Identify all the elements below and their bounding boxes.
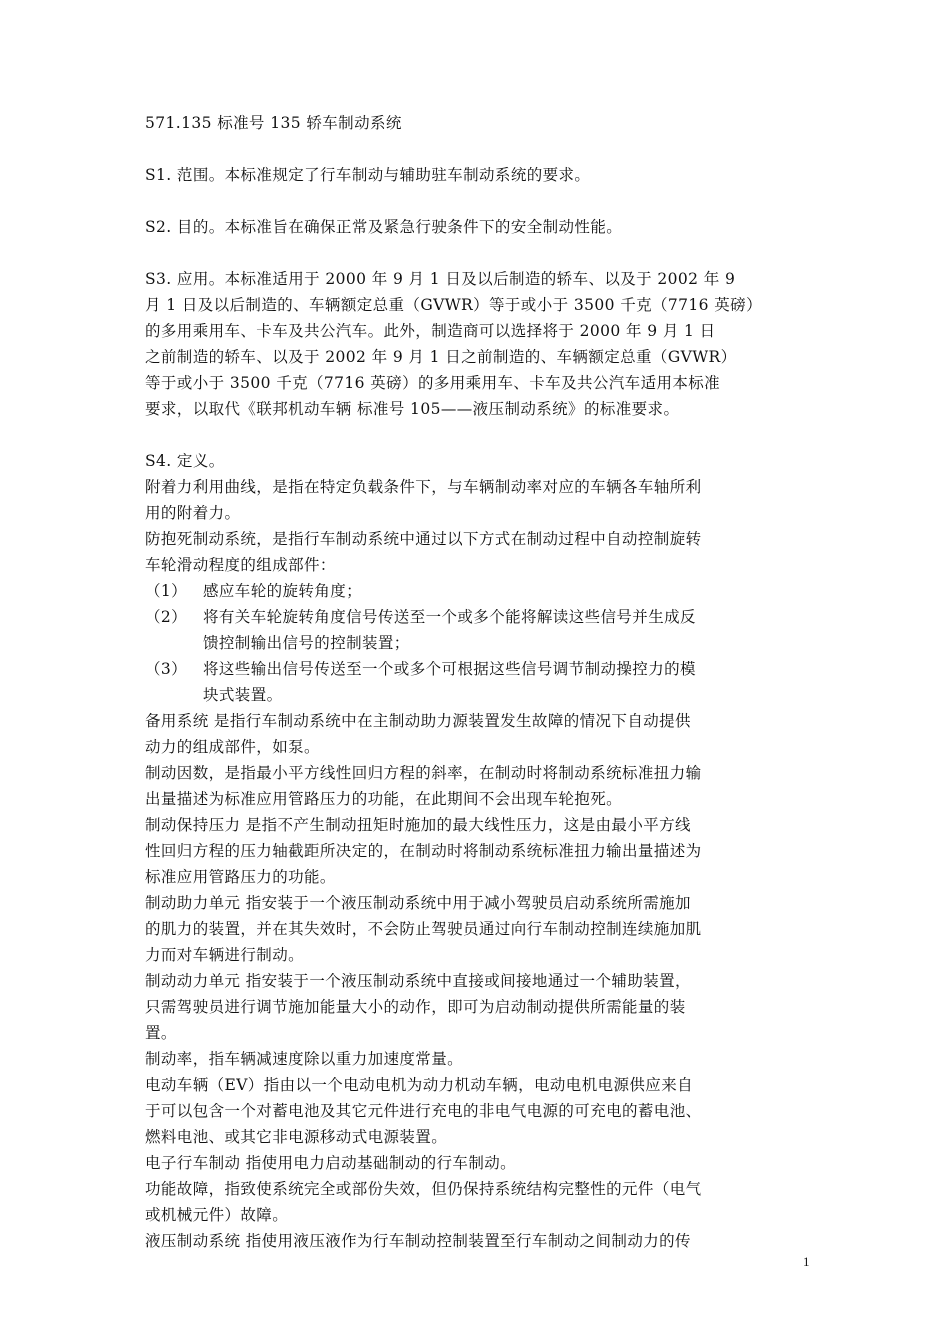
page-number: 1 <box>803 1254 810 1269</box>
definition-electric-service-brake <box>145 1150 825 1176</box>
definition-line: 车轮滑动程度的组成部件： <box>145 556 336 574</box>
definition-abs <box>145 526 825 578</box>
definition-braking-ratio <box>145 1046 825 1072</box>
list-item-text: 将有关车轮旋转角度信号传送至一个或多个能将解读这些信号并生成反 <box>203 608 696 626</box>
abs-list <box>145 578 825 708</box>
definition-line: 功能故障，指致使系统完全或部份失效，但仍保持系统结构完整性的元件（电气 <box>145 1180 702 1198</box>
s3-line: S3. 应用。本标准适用于 2000 年 9 月 1 日及以后制造的轿车、以及于 2002 年 9 <box>145 270 736 288</box>
document-title: 571.135 标准号 135 轿车制动系统 <box>145 114 402 132</box>
list-item-text: 感应车轮的旋转角度； <box>203 582 363 600</box>
list-item <box>145 604 825 656</box>
definition-brake-power-unit <box>145 968 825 1046</box>
definition-line: 备用系统 是指行车制动系统中在主制动助力源装置发生故障的情况下自动提供 <box>145 712 691 730</box>
section-s1: S1. 范围。本标准规定了行车制动与辅助驻车制动系统的要求。 <box>145 166 591 184</box>
definition-line: 电动车辆（EV）指由以一个电动电机为动力机动车辆，电动电机电源供应来自 <box>145 1076 694 1094</box>
s3-line: 之前制造的轿车、以及于 2002 年 9 月 1 日之前制造的、车辆额定总重（GVWR） <box>145 348 737 366</box>
document-page <box>145 110 825 1254</box>
definition-line: 动力的组成部件，如泵。 <box>145 738 320 756</box>
definition-line: 制动保持压力 是指不产生制动扭矩时施加的最大线性压力，这是由最小平方线 <box>145 816 691 834</box>
definition-line: 标准应用管路压力的功能。 <box>145 868 336 886</box>
definition-line: 于可以包含一个对蓄电池及其它元件进行充电的非电气电源的可充电的蓄电池、 <box>145 1102 702 1120</box>
definition-adhesion-utilization <box>145 474 825 526</box>
s3-line: 月 1 日及以后制造的、车辆额定总重（GVWR）等于或小于 3500 千克（7716 英磅） <box>145 296 762 314</box>
list-item-number: （3） <box>145 660 188 678</box>
list-item <box>145 656 825 708</box>
definition-line: 力而对车辆进行制动。 <box>145 946 305 964</box>
definition-line: 只需驾驶员进行调节施加能量大小的动作，即可为启动制动提供所需能量的装 <box>145 998 686 1016</box>
definition-line: 制动助力单元 指安装于一个液压制动系统中用于减小驾驶员启动系统所需施加 <box>145 894 691 912</box>
definition-line: 性回归方程的压力轴截距所决定的，在制动时将制动系统标准扭力输出量描述为 <box>145 842 702 860</box>
definition-line: 置。 <box>145 1024 177 1042</box>
definition-brake-hold-off-pressure <box>145 812 825 890</box>
definition-line: 用的附着力。 <box>145 504 241 522</box>
list-item-number: （2） <box>145 608 188 626</box>
s3-line: 的多用乘用车、卡车及共公汽车。此外，制造商可以选择将于 2000 年 9 月 1 日 <box>145 322 716 340</box>
definition-line: 出量描述为标准应用管路压力的功能，在此期间不会出现车轮抱死。 <box>145 790 623 808</box>
definition-line: 液压制动系统 指使用液压液作为行车制动控制装置至行车制动之间制动力的传 <box>145 1232 691 1250</box>
definition-line: 电子行车制动 指使用电力启动基础制动的行车制动。 <box>145 1154 517 1172</box>
list-item-text: 将这些输出信号传送至一个或多个可根据这些信号调节制动操控力的模 <box>203 660 696 678</box>
section-s4-heading: S4. 定义。 <box>145 452 225 470</box>
list-item-number: （1） <box>145 582 188 600</box>
definition-malfunction <box>145 1176 825 1228</box>
definition-line: 制动因数，是指最小平方线性回归方程的斜率，在制动时将制动系统标准扭力输 <box>145 764 702 782</box>
definition-line: 或机械元件）故障。 <box>145 1206 289 1224</box>
definition-line: 防抱死制动系统，是指行车制动系统中通过以下方式在制动过程中自动控制旋转 <box>145 530 702 548</box>
definition-line: 制动率，指车辆减速度除以重力加速度常量。 <box>145 1050 464 1068</box>
list-item-text: 块式装置。 <box>203 686 283 704</box>
definition-line: 制动动力单元 指安装于一个液压制动系统中直接或间接地通过一个辅助装置， <box>145 972 691 990</box>
s3-line: 要求，以取代《联邦机动车辆 标准号 105——液压制动系统》的标准要求。 <box>145 400 680 418</box>
definition-brake-booster <box>145 890 825 968</box>
definition-brake-factor <box>145 760 825 812</box>
definition-line: 燃料电池、或其它非电源移动式电源装置。 <box>145 1128 448 1146</box>
section-s3 <box>145 266 825 422</box>
definition-hydraulic-brake-system <box>145 1228 825 1254</box>
section-s2: S2. 目的。本标准旨在确保正常及紧急行驶条件下的安全制动性能。 <box>145 218 623 236</box>
list-item <box>145 578 825 604</box>
definition-backup-system <box>145 708 825 760</box>
s3-line: 等于或小于 3500 千克（7716 英磅）的多用乘用车、卡车及共公汽车适用本标准 <box>145 374 721 392</box>
definition-line: 附着力利用曲线，是指在特定负载条件下，与车辆制动率对应的车辆各车轴所利 <box>145 478 702 496</box>
list-item-text: 馈控制输出信号的控制装置； <box>203 634 410 652</box>
definition-electric-vehicle <box>145 1072 825 1150</box>
definition-line: 的肌力的装置，并在其失效时，不会防止驾驶员通过向行车制动控制连续施加肌 <box>145 920 702 938</box>
